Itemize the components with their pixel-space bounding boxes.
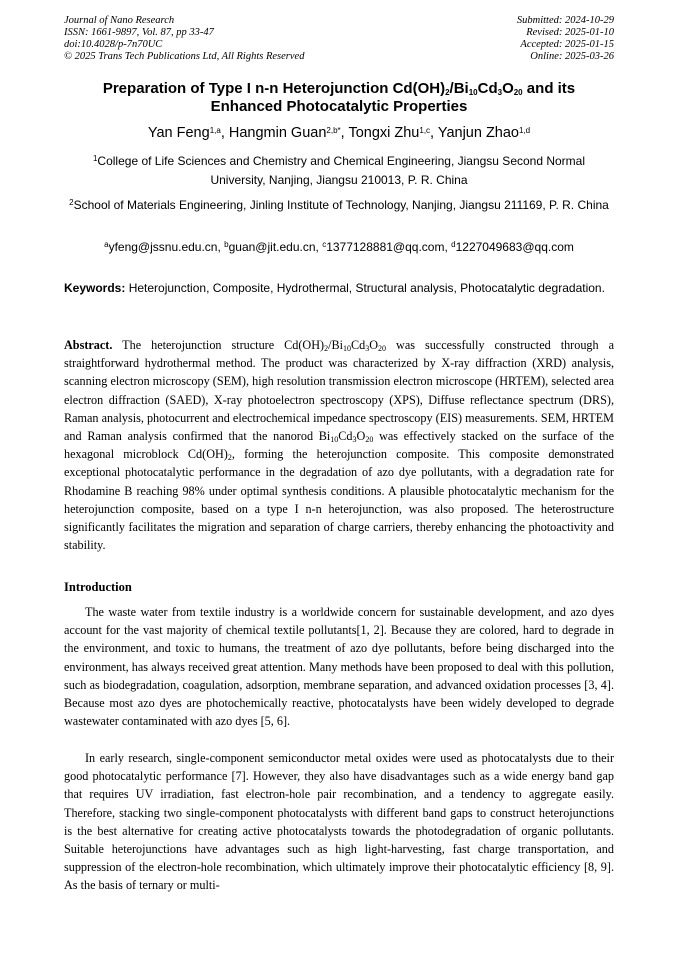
email-link[interactable]: $^d$1227049683@qq.com xyxy=(451,240,574,254)
author: Tongxi Zhu$^{1,c}$, xyxy=(348,125,438,141)
email-link[interactable]: $^c$1377128881@qq.com, xyxy=(322,240,452,254)
section-heading-introduction: Introduction xyxy=(64,580,132,594)
journal-copyright: © 2025 Trans Tech Publications Ltd, All Rights Reserved xyxy=(64,51,305,62)
author: Yan Feng$^{1,a}$, xyxy=(147,125,229,141)
intro-paragraph-2: In early research, single-component semiconductor metal oxides were used as photocatalysts due to their good photocatalytic performance [7]. However, they also have disadvantages such as a wide energy band gap that requires UV irradiation, fast electron-hole pair recombination, and a tendency to aggregate easily. Therefore, stacking two single-component photocatalysts with different band gaps to construct heterojunctions is the best alternative for creating active photocatalysts towards the photodegradation of organic pollutants. Suitable heterojunctions have advantages such as high light-harvesting, fast charge transportation, and suppression of the electron-hole recombination, which ultimately improve their photocatalytic efficiency [8, 9]. As the basis of ternary or multi- xyxy=(64,751,614,893)
journal-issn: ISSN: 1661-9897, Vol. 87, pp 33-47 xyxy=(64,27,214,38)
keywords xyxy=(64,279,614,297)
author: Yanjun Zhao$^{1,d}$ xyxy=(437,125,531,141)
author-list xyxy=(64,124,614,142)
online-date: Online: 2025-03-26 xyxy=(530,51,614,62)
keywords-label: Keywords: xyxy=(64,281,126,295)
affiliation-2: $^2$School of Materials Engineering, Jinling Institute of Technology, Nanjing, Jiangsu 211169, P. R. China xyxy=(69,198,609,212)
intro-paragraph-1: The waste water from textile industry is a worldwide concern for sustainable development, and azo dyes account for the vast majority of chemical textile pollutants[1, 2]. Because they are colored, hard to degrade in the environment, and toxic to humans, the treatment of azo dye pollutants, before being discharged into the environment, has always received great attention. Many methods have been proposed to deal with this pollution, such as biodegradation, coagulation, adsorption, membrane separation, and advanced oxidation processes [3, 4]. Because most azo dyes are photochemically reactive, photocatalysts have been widely developed to degrade wastewater contaminated with azo dyes [5, 6]. xyxy=(64,605,614,729)
paper-title: Preparation of Type I n-n Heterojunction $Cd(OH)_2/Bi_{10}Cd_3O_{20}$ and its Enhanced Photocatalytic Properties xyxy=(102,80,576,115)
email-link[interactable]: $^a$yfeng@jssnu.edu.cn, xyxy=(104,240,225,254)
abstract: Abstract. The heterojunction structure $Cd(OH)_2/Bi_{10}Cd_3O_{20}$ was successfully constructed through a straightforward hydrothermal method. The product was characterized by X-ray diffraction (XRD) analysis, scanning electron microscopy (SEM), high resolution transmission electron microscope (HRTEM), selected area electron diffraction (SAED), X-ray photoelectron spectroscopy (XPS), Diffuse reflectance spectrum (DRS), Raman analysis, photocurrent and electrochemical impedance spectroscopy (EIS) measurements. SEM, HRTEM and Raman analysis confirmed that the nanorod $Bi_{10}Cd_3O_{20}$ was effectively stacked on the surface of the hexagonal microblock $Cd(OH)_2$, forming the heterojunction composite. This composite demonstrated exceptional photocatalytic performance in the degradation of azo dye pollutants, with a degradation rate for Rhodamine B reaching 98% under optimal synthesis conditions. A plausible photocatalytic mechanism for the heterojunction composite, based on a type I n-n heterojunction, was also proposed. The heterostructure significantly facilitates the migration and separation of charge carriers, thereby enhancing the photoactivity and stability. xyxy=(64,338,615,553)
keywords-text: Heterojunction, Composite, Hydrothermal, Structural analysis, Photocatalytic degradation. xyxy=(125,281,605,295)
publication-dates xyxy=(517,15,614,63)
affiliation-1: $^1$College of Life Sciences and Chemistry and Chemical Engineering, Jiangsu Second Normal University, Nanjing, Jiangsu 210013, P. R. China xyxy=(92,154,586,187)
accepted-date: Accepted: 2025-01-15 xyxy=(520,39,614,50)
journal-name: Journal of Nano Research xyxy=(64,15,175,26)
email-link[interactable]: $^b$guan@jit.edu.cn, xyxy=(224,240,323,254)
journal-doi[interactable]: doi:10.4028/p-7n70UC xyxy=(64,39,163,50)
revised-date: Revised: 2025-01-10 xyxy=(526,27,614,38)
journal-info xyxy=(64,15,304,63)
submitted-date: Submitted: 2024-10-29 xyxy=(516,15,614,26)
author-emails xyxy=(64,239,614,255)
abstract-label: Abstract. xyxy=(64,338,113,352)
author: Hangmin Guan$^{2,b*}$, xyxy=(228,125,349,141)
